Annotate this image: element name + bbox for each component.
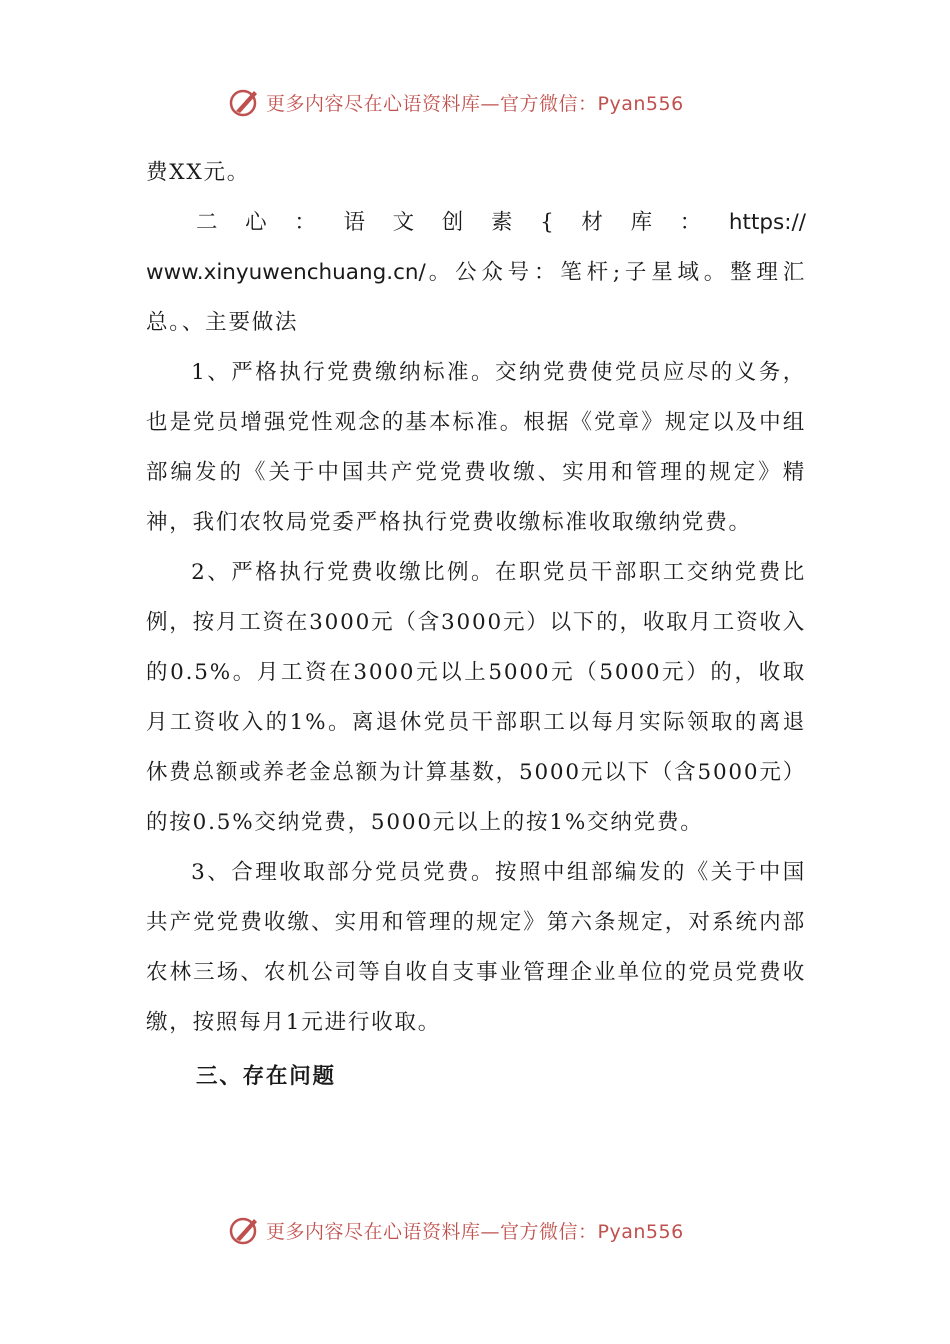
section-heading-problems: 三、存在问题 xyxy=(196,1064,336,1089)
quill-logo-icon xyxy=(228,85,262,119)
paragraph-main-methods: www.xinyuwenchuang.cn/。公众号：笔杆;子星域。整理汇总。、主要做法 xyxy=(146,260,806,335)
header-banner xyxy=(228,84,748,120)
paragraph-ratio: 2、严格执行党费收缴比例。在职党员干部职工交纳党费比例，按月工资在3000元（含3000元）以下的，收取月工资收入的0.5%。月工资在3000元以上5000元（5000元）的，收取月工资收入的1%。离退休党员干部职工以每月实际领取的离退休费总额或养老金总额为计算基数，5000元以下（含5000元）的按0.5%交纳党费，5000元以上的按1%交纳党费。 xyxy=(146,560,806,835)
wechat-id: Pyan556 xyxy=(597,1220,684,1243)
document-body xyxy=(146,148,806,1102)
url-tail: www.xinyuwenchuang.cn/ xyxy=(146,260,426,285)
wechat-id: Pyan556 xyxy=(597,92,684,115)
banner-text: 更多内容尽在心语资料库—官方微信：Pyan556 xyxy=(266,92,684,115)
url-head: https:// xyxy=(728,210,806,235)
footer-banner xyxy=(228,1212,748,1248)
banner-text: 更多内容尽在心语资料库—官方微信：Pyan556 xyxy=(266,1220,684,1243)
spread-line: 二 心 ： 语 文 创 素 { 材 库 ： https:// xyxy=(146,198,806,248)
quill-logo-icon xyxy=(228,1213,262,1247)
paragraph-standard: 1、严格执行党费缴纳标准。交纳党费使党员应尽的义务，也是党员增强党性观念的基本标准。根据《党章》规定以及中组部编发的《关于中国共产党党费收缴、实用和管理的规定》精神，我们农牧局党委严格执行党费收缴标准收取缴纳党费。 xyxy=(146,360,806,535)
paragraph-fee-end: 费XX元。 xyxy=(146,160,251,185)
paragraph-collection: 3、合理收取部分党员党费。按照中组部编发的《关于中国共产党党费收缴、实用和管理的规定》第六条规定，对系统内部农林三场、农机公司等自收自支事业管理企业单位的党员党费收缴，按照每月1元进行收取。 xyxy=(146,860,806,1035)
